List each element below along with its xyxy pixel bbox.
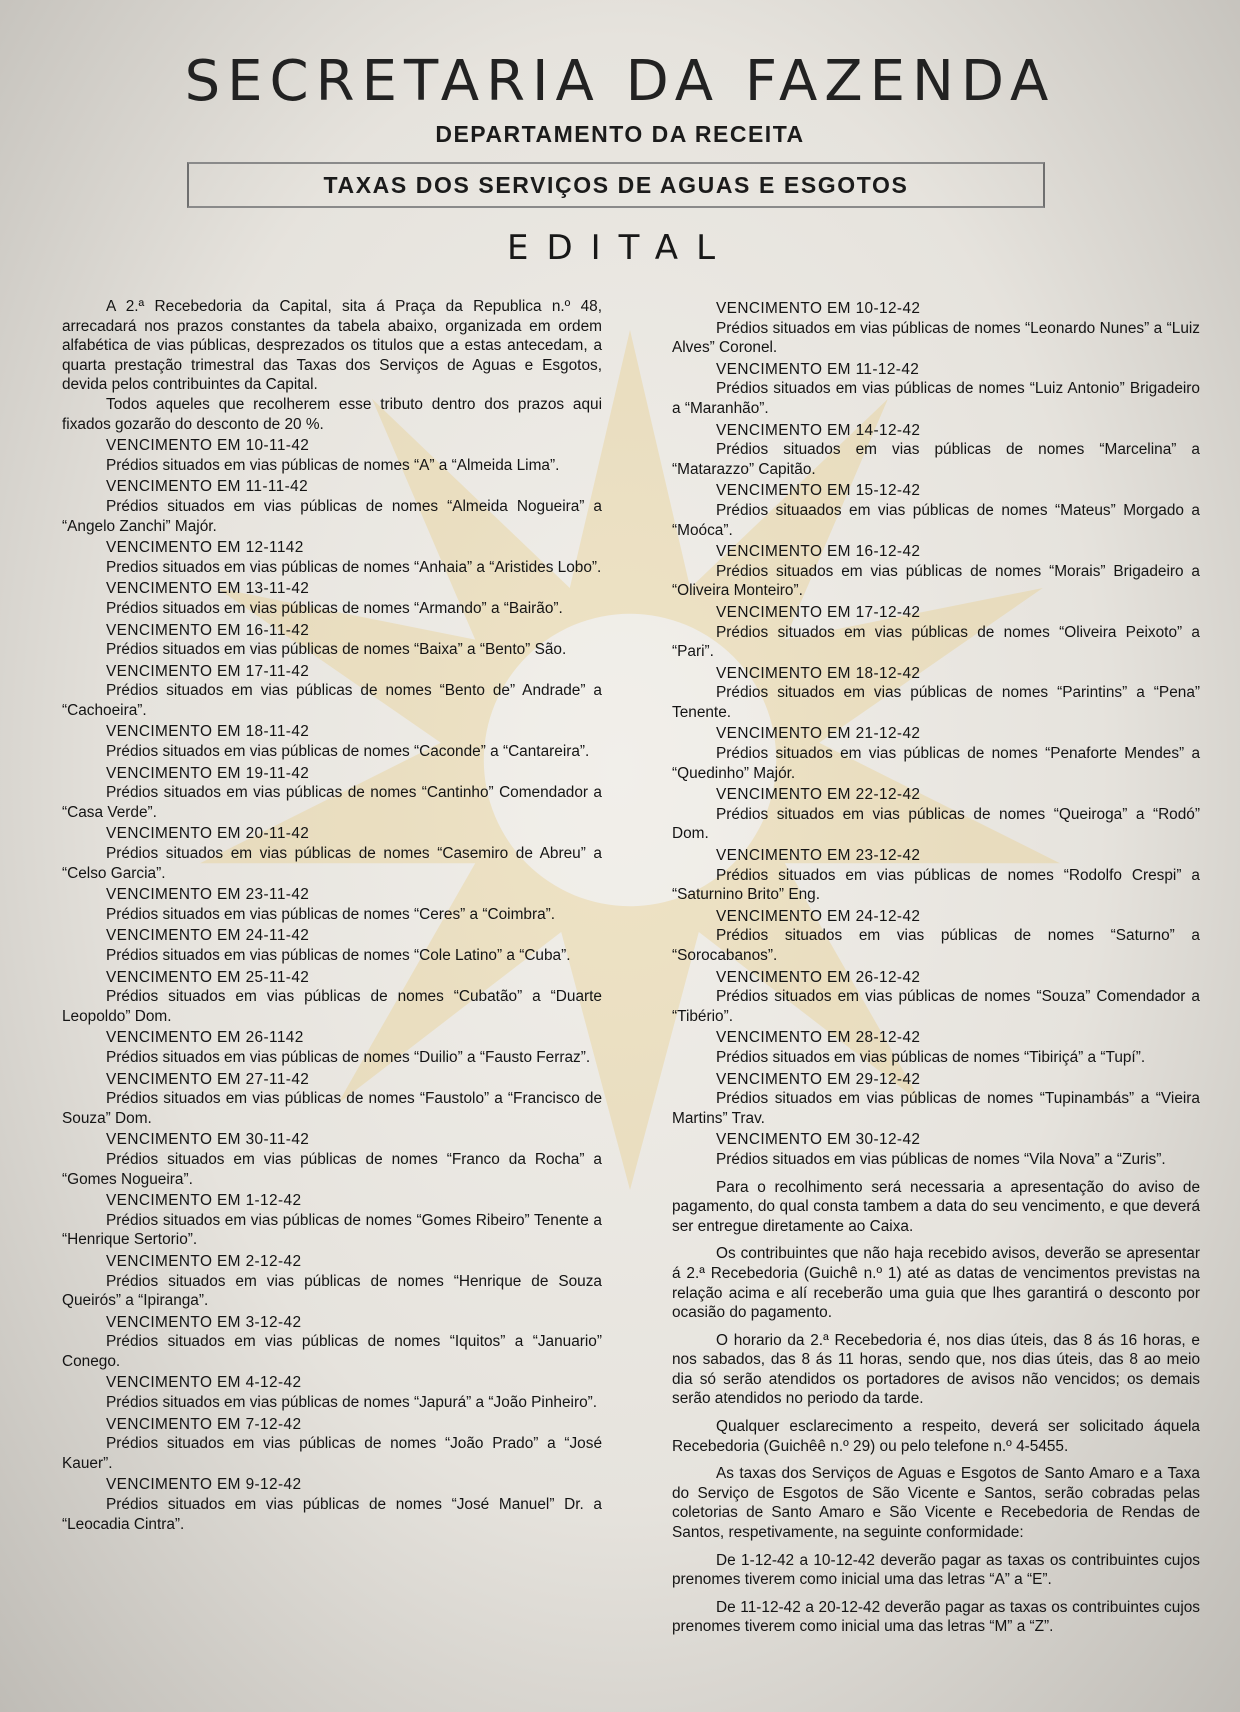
due-date-heading: VENCIMENTO EM 11-11-42: [106, 478, 309, 496]
due-date-heading: VENCIMENTO EM 21-12-42: [716, 725, 921, 743]
closing-paragraph: As taxas dos Serviços de Aguas e Esgotos de Santo Amaro e a Taxa do Serviço de Esgotos de São Vicente e Santos, serão cobradas pelas coletorias de Santo Amaro e São Vicente e Recebedoria de Rendas de Santos, respetivamente, na seguinte conformidade:: [672, 1465, 1200, 1542]
street-range-text: Prédios situados em vias públicas de nomes “Gomes Ribeiro” Tenente a “Henrique Sertorio”.: [62, 1211, 602, 1249]
due-date-heading: VENCIMENTO EM 26-1142: [106, 1029, 304, 1047]
street-range-text: Prédios situados em vias públicas de nomes “Iquitos” a “Januario” Conego.: [62, 1333, 602, 1370]
due-date-heading: VENCIMENTO EM 9-12-42: [106, 1476, 302, 1494]
street-range-text: Prédios situados em vias públicas de nomes “Japurá” a “João Pinheiro”.: [106, 1394, 598, 1412]
intro-paragraph: Todos aqueles que recolherem esse tributo dentro dos prazos aqui fixados gozarão do desconto de 20 %.: [62, 395, 602, 433]
street-range-text: Prédios situados em vias públicas de nomes “Queiroga” a “Rodó” Dom.: [672, 805, 1200, 843]
due-date-heading: VENCIMENTO EM 19-11-42: [106, 764, 310, 782]
street-range-text: Prédios situados em vias públicas de nomes “Penaforte Mendes” a “Quedinho” Majór.: [672, 745, 1200, 782]
street-range-text: Prédios situados em vias públicas de nomes “Ceres” a “Coimbra”.: [106, 905, 556, 923]
street-range-text: Prédios situados em vias públicas de nomes “Leonardo Nunes” a “Luiz Alves” Coronel.: [672, 319, 1200, 357]
due-date-heading: VENCIMENTO EM 18-11-42: [106, 723, 310, 741]
street-range-text: Prédios situaados em vias públicas de nomes “Mateus” Morgado a “Moóca”.: [672, 501, 1200, 539]
street-range-text: Prédios situados em vias públicas de nomes “Parintins” a “Pena” Tenente.: [672, 684, 1200, 721]
right-column: [672, 297, 1200, 1637]
due-date-heading: VENCIMENTO EM 30-11-42: [106, 1131, 310, 1149]
street-range-text: Prédios situados em vias públicas de nomes “Rodolfo Crespi” a “Saturnino Brito” Eng.: [672, 866, 1200, 904]
due-date-heading: VENCIMENTO EM 7-12-42: [106, 1415, 302, 1433]
street-range-text: Prédios situados em vias públicas de nomes “Cubatão” a “Duarte Leopoldo” Dom.: [62, 988, 602, 1025]
due-date-heading: VENCIMENTO EM 2-12-42: [106, 1252, 302, 1270]
street-range-text: Prédios situados em vias públicas de nomes “Faustolo” a “Francisco de Souza” Dom.: [62, 1090, 602, 1127]
closing-paragraph: De 11-12-42 a 20-12-42 deverão pagar as taxas os contribuintes cujos prenomes tiverem como inicial uma das letras “M” a “Z”.: [672, 1598, 1200, 1636]
due-date-heading: VENCIMENTO EM 1-12-42: [106, 1192, 302, 1210]
due-date-heading: VENCIMENTO EM 24-11-42: [106, 927, 310, 945]
due-date-heading: VENCIMENTO EM 11-12-42: [716, 360, 920, 378]
street-range-text: Prédios situados em vias públicas de nomes “Cantinho” Comendador a “Casa Verde”.: [62, 784, 602, 821]
due-date-heading: VENCIMENTO EM 13-11-42: [106, 580, 310, 598]
intro-paragraph: A 2.ª Recebedoria da Capital, sita á Praça da Republica n.º 48, arrecadará nos prazos constantes da tabela abaixo, organizada em ordem alfabética de vias públicas, desprezados os titulos que a estas antecedam, a quarta prestação trimestral das Taxas dos Serviços de Aguas e Esgotos, devida pelos contribuintes da Capital.: [62, 298, 602, 394]
due-date-heading: VENCIMENTO EM 3-12-42: [106, 1313, 302, 1331]
due-date-heading: VENCIMENTO EM 14-12-42: [716, 421, 921, 439]
street-range-text: Prédios situados em vias públicas de nomes “Morais” Brigadeiro a “Oliveira Monteiro”.: [672, 562, 1200, 600]
due-date-heading: VENCIMENTO EM 4-12-42: [106, 1374, 302, 1392]
street-range-text: Prédios situados em vias públicas de nomes “Casemiro de Abreu” a “Celso Garcia”.: [62, 845, 602, 882]
closing-paragraph: O horario da 2.ª Recebedoria é, nos dias úteis, das 8 ás 16 horas, e nos sabados, das 8 ás 11 horas, sendo que, nos dias úteis, das 8 ao meio dia só serão atendidos os portadores de avisos não vencidos; os demais serão atendidos no periodo da tarde.: [672, 1331, 1200, 1408]
due-date-heading: VENCIMENTO EM 22-12-42: [716, 786, 921, 804]
street-range-text: Prédios situados em vias públicas de nomes “José Manuel” Dr. a “Leocadia Cintra”.: [62, 1496, 602, 1533]
street-range-text: Prédios situados em vias públicas de nomes “Cole Latino” a “Cuba”.: [106, 947, 571, 964]
street-range-text: Prédios situados em vias públicas de nomes “Vila Nova” a “Zuris”.: [716, 1150, 1166, 1168]
due-date-heading: VENCIMENTO EM 23-12-42: [716, 847, 921, 865]
due-date-heading: VENCIMENTO EM 25-11-42: [106, 968, 310, 986]
street-range-text: Predios situados em vias públicas de nomes “Anhaia” a “Aristides Lobo”.: [106, 558, 602, 576]
due-date-heading: VENCIMENTO EM 16-12-42: [716, 543, 921, 561]
closing-paragraph: Para o recolhimento será necessaria a apresentação do aviso de pagamento, do qual consta tambem a data do seu vencimento, e que deverá ser entregue diretamente ao Caixa.: [672, 1178, 1200, 1235]
street-range-text: Prédios situados em vias públicas de nomes “Tupinambás” a “Vieira Martins” Trav.: [672, 1090, 1200, 1127]
street-range-text: Prédios situados em vias públicas de nomes “Luiz Antonio” Brigadeiro a “Maranhão”.: [672, 380, 1200, 417]
due-date-heading: VENCIMENTO EM 23-11-42: [106, 886, 310, 904]
street-range-text: Prédios situados em vias públicas de nomes “Bento de” Andrade” a “Cachoeira”.: [62, 682, 602, 719]
due-date-heading: VENCIMENTO EM 17-12-42: [716, 603, 921, 621]
street-range-text: Prédios situados em vias públicas de nomes “Tibiriçá” a “Tupí”.: [716, 1048, 1146, 1066]
street-range-text: Prédios situados em vias públicas de nomes “Armando” a “Bairão”.: [106, 599, 563, 617]
due-date-heading: VENCIMENTO EM 10-12-42: [716, 300, 921, 317]
street-range-text: Prédios situados em vias públicas de nomes “Duilio” a “Fausto Ferraz”.: [106, 1048, 591, 1066]
closing-paragraph: Os contribuintes que não haja recebido avisos, deverão se apresentar á 2.ª Recebedoria (Guichê n.º 1) até as datas de vencimentos previstas na relação acima e alí receberão uma guia que lhes garantirá o desconto por ocasião do pagamento.: [672, 1245, 1200, 1322]
due-date-heading: VENCIMENTO EM 29-12-42: [716, 1070, 921, 1088]
department-heading: DEPARTAMENTO DA RECEITA: [435, 121, 805, 147]
street-range-text: Prédios situados em vias públicas de nomes “Souza” Comendador a “Tibério”.: [672, 988, 1200, 1025]
street-range-text: Prédios situados em vias públicas de nomes “João Prado” a “José Kauer”.: [62, 1435, 602, 1472]
street-range-text: Prédios situados em vias públicas de nomes “Henrique de Souza Queirós” a “Ipiranga”.: [62, 1272, 602, 1310]
due-date-heading: VENCIMENTO EM 10-11-42: [106, 437, 310, 455]
edital-heading: EDITAL: [506, 228, 734, 268]
left-column: [62, 297, 602, 1534]
street-range-text: Prédios situados em vias públicas de nomes “A” a “Almeida Lima”.: [106, 456, 560, 474]
closing-paragraph: Qualquer esclarecimento a respeito, deverá ser solicitado áquela Recebedoria (Guichêê n.º 29) ou pelo telefone n.º 4-5455.: [672, 1418, 1200, 1455]
page-title: SECRETARIA DA FAZENDA: [184, 49, 1056, 114]
due-date-heading: VENCIMENTO EM 16-11-42: [106, 621, 310, 639]
due-date-heading: VENCIMENTO EM 27-11-42: [106, 1070, 310, 1088]
subject-box: TAXAS DOS SERVIÇOS DE AGUAS E ESGOTOS: [187, 162, 1045, 208]
due-date-heading: VENCIMENTO EM 24-12-42: [716, 907, 921, 925]
due-date-heading: VENCIMENTO EM 17-11-42: [106, 662, 310, 680]
street-range-text: Prédios situados em vias públicas de nomes “Caconde” a “Cantareira”.: [106, 743, 590, 761]
due-date-heading: VENCIMENTO EM 20-11-42: [106, 825, 310, 843]
street-range-text: Prédios situados em vias públicas de nomes “Franco da Rocha” a “Gomes Nogueira”.: [62, 1150, 602, 1188]
due-date-heading: VENCIMENTO EM 30-12-42: [716, 1131, 921, 1149]
due-date-heading: VENCIMENTO EM 12-1142: [106, 539, 304, 557]
street-range-text: Prédios situados em vias públicas de nomes “Saturno” a “Sorocabanos”.: [672, 927, 1200, 964]
due-date-heading: VENCIMENTO EM 28-12-42: [716, 1029, 921, 1047]
street-range-text: Prédios situados em vias públicas de nomes “Baixa” a “Bento” São.: [106, 641, 567, 659]
due-date-heading: VENCIMENTO EM 26-12-42: [716, 968, 921, 986]
street-range-text: Prédios situados em vias públicas de nomes “Oliveira Peixoto” a “Pari”.: [672, 623, 1200, 661]
due-date-heading: VENCIMENTO EM 15-12-42: [716, 482, 921, 500]
street-range-text: Prédios situados em vias públicas de nomes “Almeida Nogueira” a “Angelo Zanchi” Majór.: [62, 497, 602, 535]
closing-paragraph: De 1-12-42 a 10-12-42 deverão pagar as taxas os contribuintes cujos prenomes tiverem como inicial uma das letras “A” a “E”.: [672, 1551, 1200, 1589]
due-date-heading: VENCIMENTO EM 18-12-42: [716, 664, 921, 682]
street-range-text: Prédios situados em vias públicas de nomes “Marcelina” a “Matarazzo” Capitão.: [672, 441, 1200, 478]
